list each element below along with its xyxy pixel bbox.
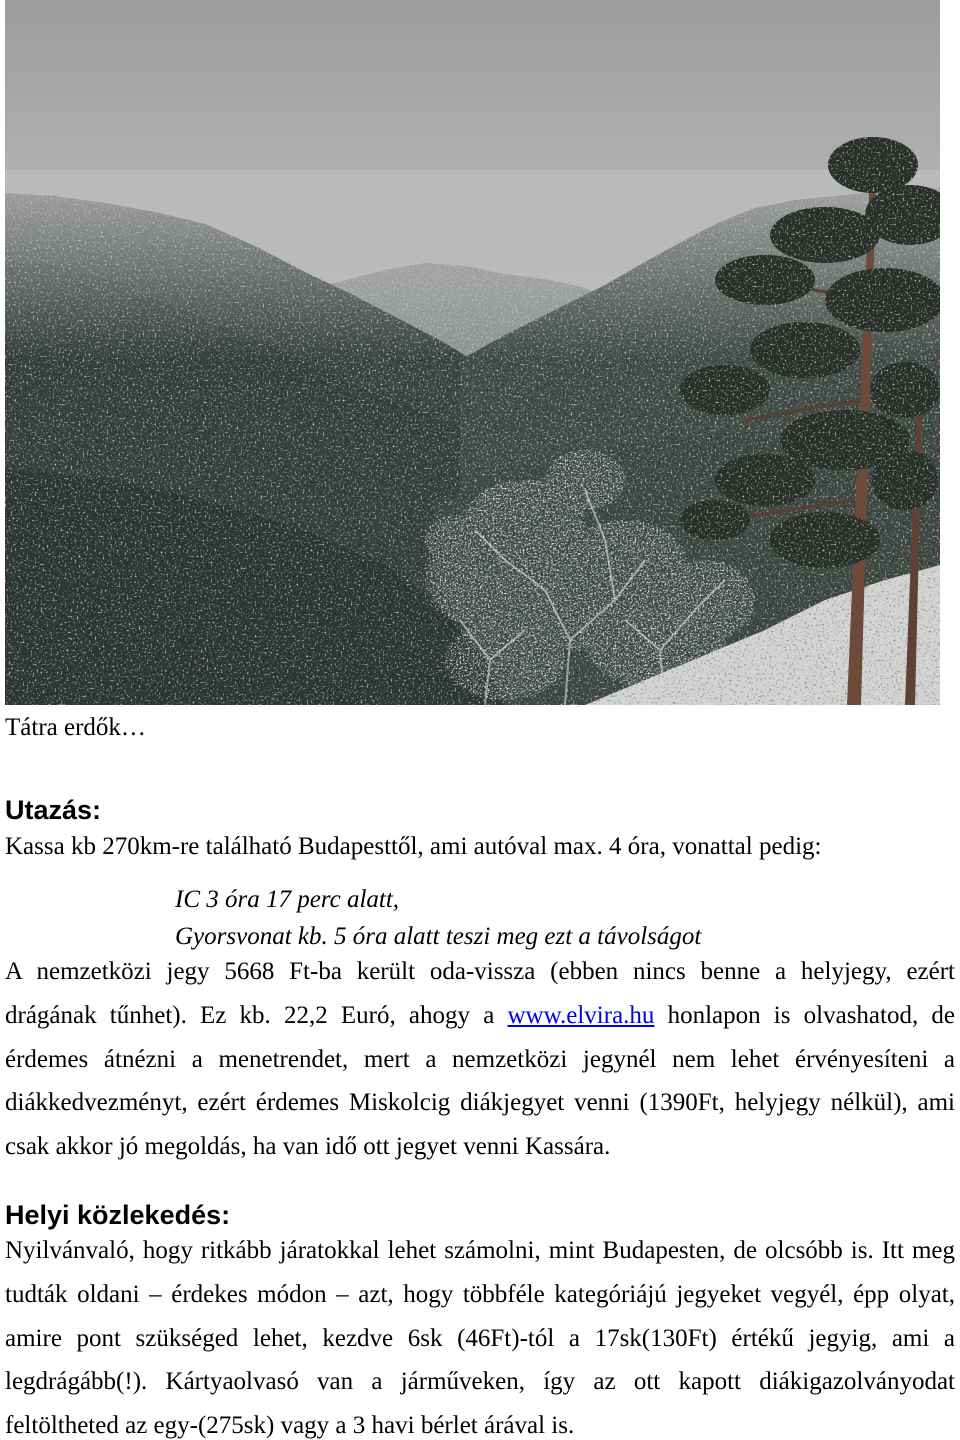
elvira-link[interactable]: www.elvira.hu [507,1001,655,1029]
paragraph-line: érdemes átnézni a menetrendet, mert a nemzetközi jegynél nem lehet érvényesíteni a [5,1045,955,1073]
section-heading-local-transport: Helyi közlekedés: [5,1200,231,1230]
line-text: honlapon is olvashatod, de [654,1001,955,1029]
travel-paragraph [5,959,955,1160]
forest-photo [5,0,940,705]
line-text: drágának tűnhet). Ez kb. 22,2 Euró, ahogy a [5,1001,508,1029]
paragraph-line: diákkedvezményt, ezért érdemes Miskolcig diákjegyet venni (1390Ft, helyjegy nélkül), ami [5,1089,955,1117]
paragraph-line: tudták oldani – érdekes módon – azt, hogy többféle kategóriájú jegyeket vegyél, épp olyat, [5,1280,955,1308]
section-heading-travel: Utazás: [5,795,102,825]
paragraph-line: amire pont szükséged lehet, kezdve 6sk (46Ft)-tól a 17sk(130Ft) értékű jegyig, ami a [5,1324,955,1352]
local-transport-paragraph [5,1238,955,1439]
travel-intro: Kassa kb 270km-re található Budapesttől, ami autóval max. 4 óra, vonattal pedig: [5,833,822,860]
paragraph-line: Nyilvánvaló, hogy ritkább járatokkal lehet számolni, mint Budapesten, de olcsóbb is. Itt meg [5,1237,955,1264]
paragraph-line-with-link [5,1003,955,1029]
train-option-express: Gyorsvonat kb. 5 óra alatt teszi meg ezt a távolságot [175,923,702,950]
paragraph-line: csak akkor jó megoldás, ha van idő ott jegyet venni Kassára. [5,1133,611,1160]
paragraph-line: feltöltheted az egy-(275sk) vagy a 3 havi bérlet árával is. [5,1412,575,1439]
train-option-ic: IC 3 óra 17 perc alatt, [175,886,400,913]
paragraph-line: A nemzetközi jegy 5668 Ft-ba került oda-vissza (ebben nincs benne a helyjegy, ezért [5,958,955,985]
photo-caption: Tátra erdők… [5,714,146,741]
paragraph-line: legdrágább(!). Kártyaolvasó van a járműveken, így az ott kapott diákigazolványodat [5,1368,955,1396]
